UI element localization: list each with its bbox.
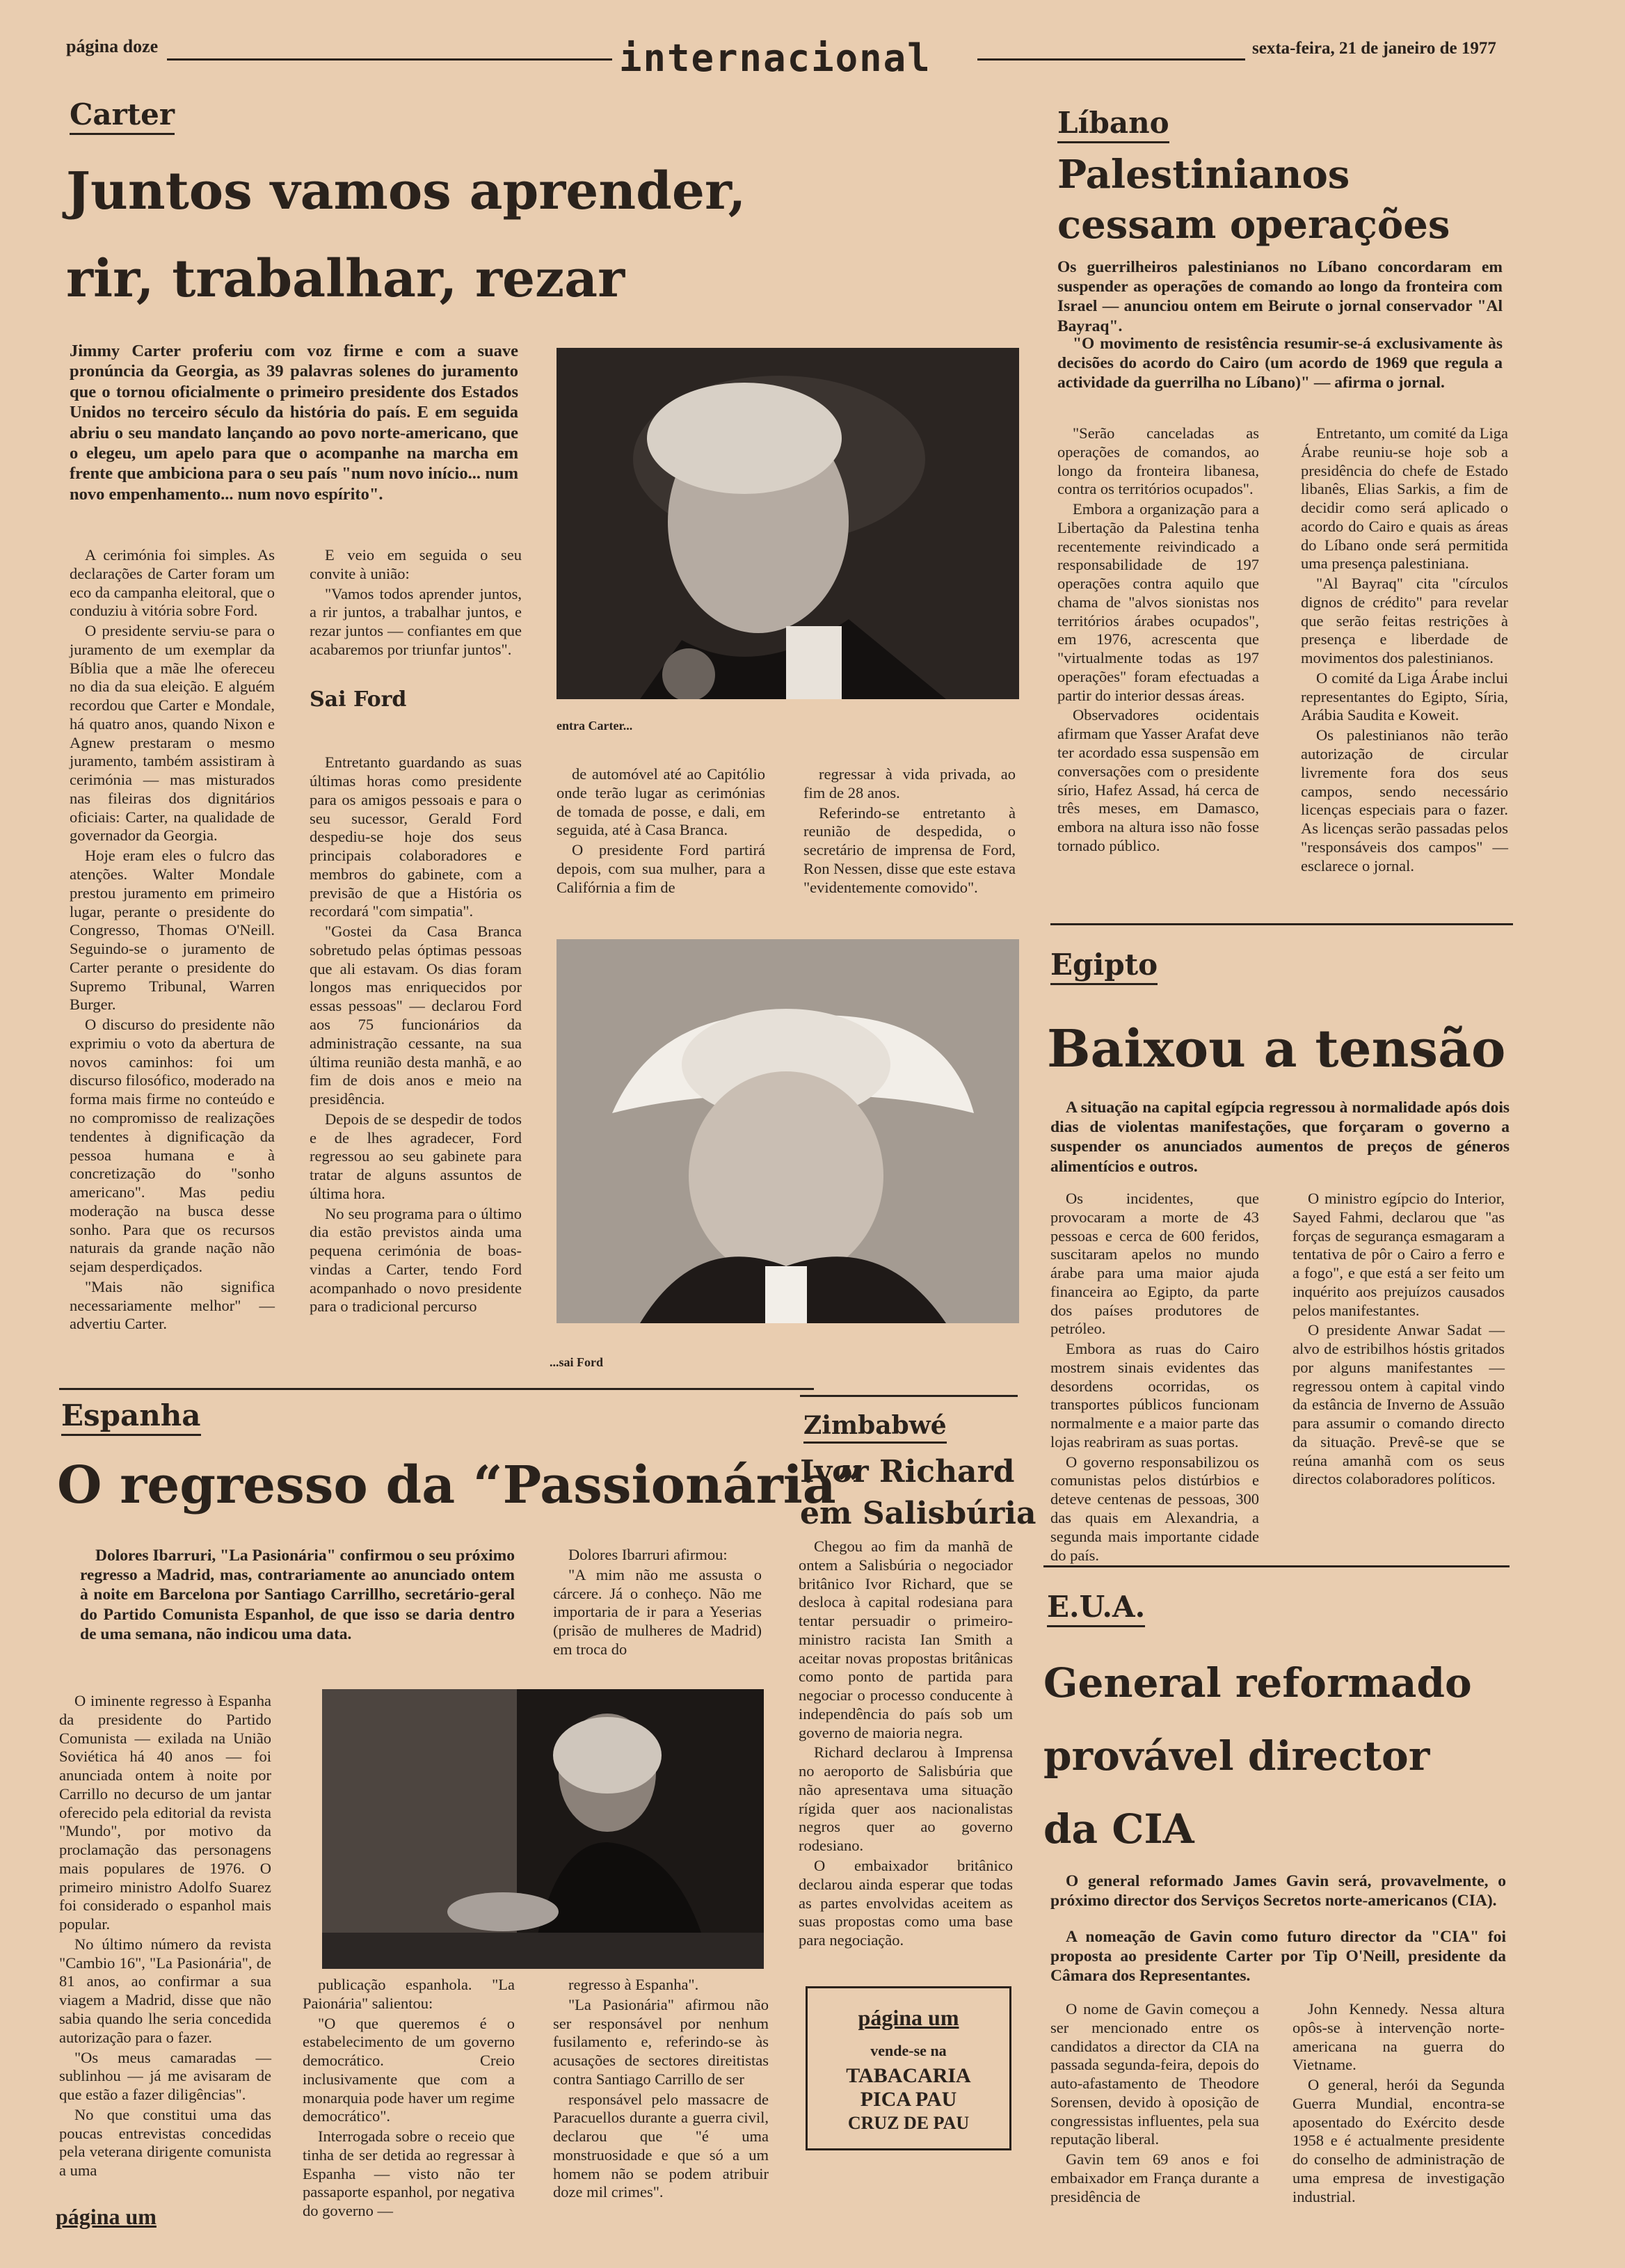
subhead-sai-ford: Sai Ford bbox=[310, 687, 407, 712]
libano-column-2: Entretanto, um comité da Liga Árabe reuniu-se hoje sob a presidência do chefe de Estado libanês, Elias Sarkis, a fim de decidir como será aplicado o acordo do Cairo e quais as áreas do Líbano onde será permitida uma presença palestiniana. "Al Bayraq" cita "círculos dignos de crédito" para revelar que serão feitas restrições à presença e liberdade de movimentos dos palestinianos. O comité da Liga Árabe inclui representantes do Egipto, Síria, Arábia Saudita e Koweit. Os palestinianos não terão autorização de circular livremente fora dos seus campos, sendo necessário licenças especiais para o fazer. As licenças serão passadas pelos "responsáveis dos campos" — esclarece o jornal. bbox=[1301, 424, 1508, 875]
page-label: página doze bbox=[66, 36, 159, 56]
eua-headline-3: da CIA bbox=[1043, 1805, 1194, 1853]
eua-column-1: O nome de Gavin começou a ser mencionado entre os candidatos a director da CIA na passada segunda-feira, depois do auto-afastamento de Theodore Sorensen, devido à oposição de congressistas influentes, pela sua reputação liberal. Gavin tem 69 anos e foi embaixador em França durante a presidência de bbox=[1050, 2000, 1259, 2205]
espanha-column-1: O iminente regresso à Espanha da presidente do Partido Comunista — exilada na União Soviética há 40 anos — foi anunciada ontem à noite por Carrillo no decurso de um jantar oferecido pela editorial da revista "Mundo", por motivo da proclamação das personagens mais populares de 1976. O primeiro ministro Adolfo Suarez foi considerado o espanhol mais popular. No último número da revista "Cambio 16", "La Pasionária", de 81 anos, ao confirmar a sua viagem a Madrid, disse que não sabia quando lhe seria concedida autorização para o fazer. "Os meus camaradas — sublinhou — já me avisaram de que estão a fazer diligências". No que constitui uma das poucas entrevistas concedidas pela veterana dirigente comunista a uma bbox=[59, 1692, 271, 2180]
eua-lead-1: O general reformado James Gavin será, provavelmente, o próximo director dos Serviços Secretos norte-americanos (CIA). bbox=[1050, 1872, 1506, 1910]
section-label-libano: Líbano bbox=[1057, 106, 1169, 143]
carter-column-4: regressar à vida privada, ao fim de 28 anos. Referindo-se entretanto à reunião de despedida, o secretário de imprensa de Ford, Ron Nessen, disse que este estava "evidentemente comovido". bbox=[803, 765, 1016, 896]
footer-pagina-um: página um bbox=[56, 2204, 157, 2229]
espanha-quote: Dolores Ibarruri afirmou: "A mim não me assusta o cárcere. Já o conheço. Não me importaria de ir para a Yeserias (prisão de mulheres de Madrid) em troca do bbox=[553, 1546, 762, 1658]
masthead-rule-left bbox=[167, 58, 612, 61]
zimbabwe-headline-2: em Salisbúria bbox=[800, 1496, 1036, 1531]
issue-date: sexta-feira, 21 de janeiro de 1977 bbox=[1252, 39, 1496, 58]
libano-headline-1: Palestinianos bbox=[1057, 152, 1350, 198]
zimbabwe-column: Chegou ao fim da manhã de ontem a Salisbúria o negociador britânico Ivor Richard, que se desloca à capital rodesiana para tentar persuadir o primeiro-ministro racista Ian Smith a aceitar novas propostas britânicas como ponto de partida para negociar o processo conducente à independência do país sob um governo de maioria negra. Richard declarou à Imprensa no aeroporto de Salisbúria que não apresentava uma situação rígida quer aos nacionalistas negros quer ao governo rodesiano. O embaixador britânico declarou ainda esperar que todas as partes envolvidas aceitem as suas propostas como uma base para negociação. bbox=[799, 1538, 1013, 1949]
libano-headline-2: cessam operações bbox=[1057, 202, 1450, 248]
section-label-carter: Carter bbox=[70, 97, 175, 135]
ad-tabacaria: página um vende-se na TABACARIA PICA PAU CRUZ DE PAU bbox=[806, 1986, 1011, 2150]
section-title: internacional bbox=[619, 36, 931, 80]
espanha-column-2: publicação espanhola. "La Paionária" salientou: "O que queremos é o estabelecimento de um governo democrático. Creio inclusivamente que com a monarquia pode haver um regime democrático". Interrogada sobre o receio que tinha de ser detida ao regressar à Espanha — visto não ter passaporte espanhol, por negativa do governo — bbox=[303, 1976, 515, 2220]
espanha-headline: O regresso da “Passionária” bbox=[57, 1455, 866, 1515]
egipto-headline: Baixou a tensão bbox=[1047, 1019, 1506, 1079]
egipto-column-2: O ministro egípcio do Interior, Sayed Fahmi, declarou que "as forças de segurança esmagaram a tentativa de pôr o Cairo a ferro e a fogo", e que está a ser feito um inquérito aos prejuízos causados pelos manifestantes. O presidente Anwar Sadat — alvo de estribilhos hóstis gritados por alguns manifestantes — regressou ontem à capital vindo da estância de Inverno de Assuão para assumir o comando directo da situação. Prevê-se que se reúna amanhã com os seus directos colaboradores políticos. bbox=[1292, 1190, 1505, 1488]
libano-lead-1: Os guerrilheiros palestinianos no Líbano concordaram em suspender as operações de comando ao longo da fronteira com Israel — anunciou ontem em Beirute o jornal conservador "Al Bayraq". bbox=[1057, 258, 1503, 335]
egipto-lead: A situação na capital egípcia regressou à normalidade após dois dias de violentas manifestações, que forçaram o governo a suspender os anunciados aumentos de preços de géneros alimentícios e outros. bbox=[1050, 1099, 1510, 1176]
carter-lead: Jimmy Carter proferiu com voz firme e com a suave pronúncia da Georgia, as 39 palavras solenes do juramento que o tornou oficialmente o primeiro presidente dos Estados Unidos no terceiro século da história do país. E em seguida abriu o seu mandato lançando ao povo norte-americano, que o elegeu, um apelo para que o acompanhe na marcha em frente que ambiciona para o seu país "num novo início... num novo empenhamento... num novo espírito". bbox=[70, 342, 518, 504]
rule-above-egipto bbox=[1050, 923, 1513, 925]
libano-column-1: "Serão canceladas as operações de comandos, ao longo da fronteira libanesa, contra os territórios ocupados". Embora a organização para a Libertação da Palestina tenha recentemente reivindicado a responsabilidade de 197 operações contra aquilo que chama de "alvos sionistas nos territórios árabes ocupados", em 1976, acrescenta que "virtualmente todas as 197 operações" foram efectuadas a partir do interior dessas áreas. Observadores ocidentais afirmam que Yasser Arafat deve ter acordado essa suspensão em conversações com o presidente sírio, Hafez Assad, há cerca de três meses, em Damasco, embora na altura isso não fosse tornado público. bbox=[1057, 424, 1259, 854]
eua-column-2: John Kennedy. Nessa altura opôs-se à intervenção norte-americana na guerra do Vietname. O general, herói da Segunda Guerra Mundial, encontra-se aposentado do Exército desde 1958 e é actualmente presidente do conselho de administração de uma empresa de investigação industrial. bbox=[1292, 2000, 1505, 2205]
masthead-rule-right bbox=[977, 58, 1245, 61]
section-label-eua: E.U.A. bbox=[1047, 1590, 1145, 1627]
rule-above-zimbabwe bbox=[800, 1395, 1018, 1397]
eua-headline-2: provável director bbox=[1043, 1732, 1430, 1780]
zimbabwe-headline-1: Ivor Richard bbox=[800, 1454, 1015, 1490]
photo-pasionaria bbox=[322, 1689, 764, 1969]
section-label-espanha: Espanha bbox=[61, 1398, 201, 1436]
caption-carter: entra Carter... bbox=[557, 719, 633, 733]
carter-headline-2: rir, trabalhar, rezar bbox=[66, 249, 625, 309]
espanha-column-3: regresso à Espanha". "La Pasionária" afirmou não ser responsável por nenhum fusilamento e, referindo-se às acusações de sectores direitistas contra Santiago Carrillo de ser responsável pelo massacre de Paracuellos durante a guerra civil, declarou que "é uma monstruosidade e que só a um homem não se podem atribuir doze mil crimes". bbox=[553, 1976, 769, 2201]
rule-above-eua bbox=[1043, 1565, 1510, 1567]
eua-lead-2: A nomeação de Gavin como futuro director da "CIA" foi proposta ao presidente Carter por Tip O'Neill, presidente da Câmara dos Representantes. bbox=[1050, 1928, 1506, 1986]
carter-column-1: A cerimónia foi simples. As declarações de Carter foram um eco da campanha eleitoral, que o conduziu à vitória sobre Ford. O presidente serviu-se para o juramento de um exemplar da Bíblia que a mãe lhe ofereceu no dia da sua eleição. E alguém recordou que Carter e Mondale, há quatro anos, quando Nixon e Agnew prestaram o mesmo juramento, também assistiram à cerimónia — mas misturados nas fileiras dos dignitários oficiais: Carter, na qualidade de governador da Georgia. Hoje eram eles o fulcro das atenções. Walter Mondale prestou juramento em primeiro lugar, perante o presidente do Congresso, Thomas O'Neill. Seguindo-se o juramento de Carter perante o presidente do Supremo Tribunal, Warren Burger. O discurso do presidente não exprimiu o voto da abertura de novos caminhos: foi um discurso filosófico, moderado na forma mais firme no conteúdo e no compromisso de realizações tendentes à dignificação da pessoa humana e à concretização do "sonho americano". Mas pediu moderação na busca desse sonho. Para que os recursos naturais da grande nação não sejam desperdiçados. "Mais não significa necessariamente melhor" — advertiu Carter. bbox=[70, 546, 275, 1333]
egipto-column-1: Os incidentes, que provocaram a morte de 43 pessoas e cerca de 600 feridos, suscitaram apelos no mundo árabe para uma maior ajuda financeira ao Egipto, da parte dos países produtores de petróleo. Embora as ruas do Cairo mostrem sinais evidentes das desordens ocorridas, os transportes públicos funcionam normalmente e a maior parte das lojas reabriram as suas portas. O governo responsabilizou os comunistas pelos distúrbios e deteve centenas de pessoas, 300 das quais em Alexandria, a segunda mais importante cidade do país. bbox=[1050, 1190, 1259, 1564]
section-label-zimbabwe: Zimbabwé bbox=[803, 1411, 947, 1444]
caption-ford: ...sai Ford bbox=[550, 1355, 604, 1369]
section-label-egipto: Egipto bbox=[1050, 948, 1158, 985]
carter-headline-1: Juntos vamos aprender, bbox=[66, 161, 746, 221]
eua-headline-1: General reformado bbox=[1043, 1659, 1472, 1707]
espanha-lead: Dolores Ibarruri, "La Pasionária" confirmou o seu próximo regresso a Madrid, mas, contrariamente ao anunciado ontem à noite em Barcelona por Santiago Carrillho, secretário-geral do Partido Comunista Espanhol, de que isso se daria dentro de uma semana, não indicou uma data. bbox=[80, 1547, 515, 1643]
rule-above-espanha bbox=[59, 1388, 814, 1390]
photo-ford bbox=[557, 939, 1019, 1323]
carter-column-2: E veio em seguida o seu convite à união: "Vamos todos aprender juntos, a rir juntos, a trabalhar juntos, e rezar juntos — confiantes em que acabaremos por triunfar juntos". Sai Ford Entretanto guardando as suas últimas horas como presidente para os amigos pessoais e para o seu sucessor, Gerald Ford despediu-se hoje dos seus principais colaboradores e membros do gabinete, com a previsão de que a História os recordará "com simpatia". "Gostei da Casa Branca sobretudo pelas óptimas pessoas que ali estavam. Os dias foram longos mas enriquecidos por essas pessoas" — declarou Ford aos 75 funcionários da administração cessante, na sua última reunião desta manhã, e ao fim de dois anos e meio na presidência. Depois de se despedir de todos e de lhes agradecer, Ford regressou ao seu gabinete para tratar de alguns assuntos de última hora. No seu programa para o último dia estão previstos ainda uma pequena cerimónia de boas-vindas a Carter, tendo Ford acompanhado o novo presidente para o tradicional percurso bbox=[310, 546, 522, 1316]
carter-column-3: de automóvel até ao Capitólio onde terão lugar as cerimónias de tomada de posse, e dali, em seguida, até à Casa Branca. O presidente Ford partirá depois, com sua mulher, para a Califórnia a fim de bbox=[557, 765, 765, 896]
photo-carter bbox=[557, 348, 1019, 699]
libano-lead-2: "O movimento de resistência resumir-se-á exclusivamente às decisões do acordo do Cairo (um acordo de 1969 que regula a actividade da guerrilha no Líbano)" — afirma o jornal. bbox=[1057, 335, 1503, 392]
